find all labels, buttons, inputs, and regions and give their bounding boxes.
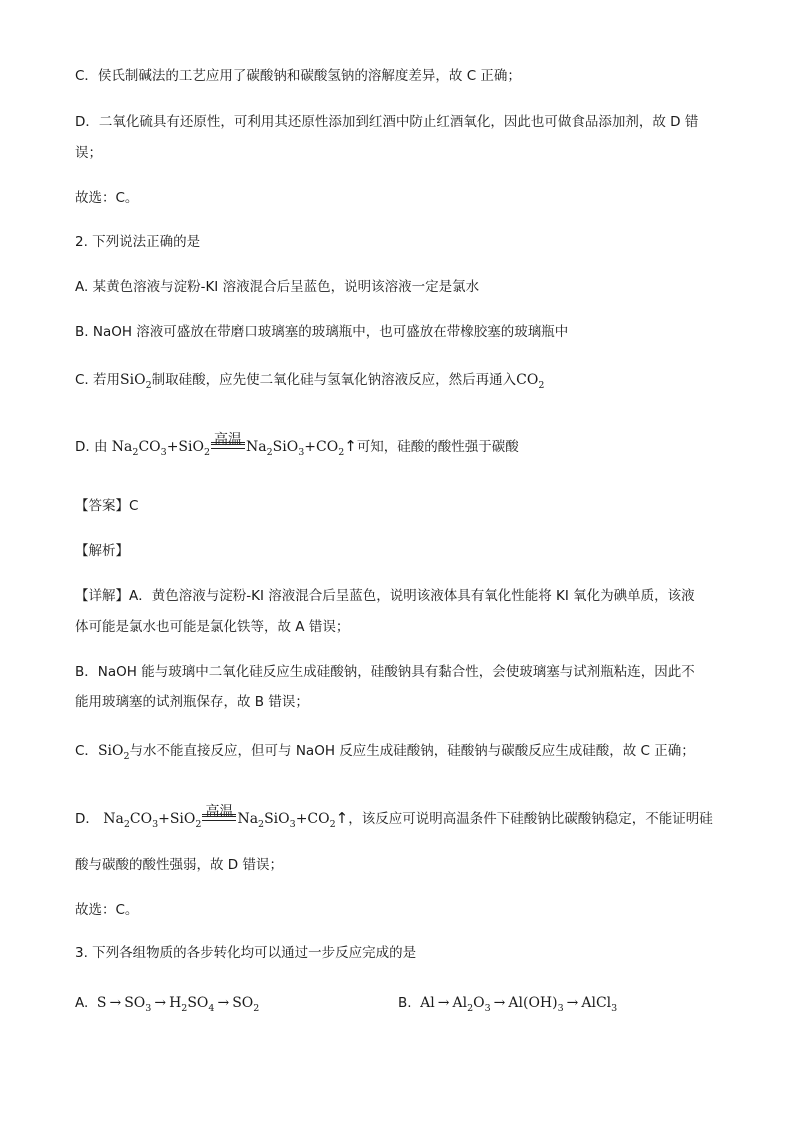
option-2a: A. 某黄色溶液与淀粉-KI 溶液混合后呈蓝色，说明该溶液一定是氯水 [75, 279, 480, 295]
detail-line: C．SiO$_2$与水不能直接反应，但可与 NaOH 反应生成硅酸钠，硅酸钠与碳酸反应生成硅酸，故 C 正确； [75, 743, 695, 762]
option-2c: C. 若用SiO$_2$制取硅酸，应先使二氧化硅与氢氧化钠溶液反应，然后再通入$CO_2$ [75, 372, 545, 391]
gas-up-arrow: ↑ [335, 809, 349, 827]
text-line: 误； [75, 145, 102, 161]
condition-equal-sign: 高温 [202, 811, 236, 831]
option-2b: B. NaOH 溶液可盛放在带磨口玻璃塞的玻璃瓶中，也可盛放在带橡胶塞的玻璃瓶中 [75, 324, 569, 340]
detail-line: 故选：C。 [75, 902, 139, 918]
question-2: 2. 下列说法正确的是 [75, 234, 201, 250]
option-3b: B. $Al \to Al_2O_3 \to Al(OH)_3$ → AlCl$_3$ [398, 995, 618, 1014]
condition-equal-sign: 高温 [211, 439, 245, 459]
detail-line: 能用玻璃塞的试剂瓶保存，故 B 错误； [75, 694, 309, 710]
detail-line: D． $Na_2CO_3+SiO_2$ 高温 $Na_2SiO_3+CO_2↑$，该反应可说明高温条件下硅酸钠比碳酸钠稳定，不能证明硅 [75, 804, 713, 830]
gas-up-arrow: ↑ [344, 437, 357, 455]
analysis-heading: 【解析】 [75, 543, 129, 559]
option-3a: A. $S \to SO_3 \to H_2SO_4 \to SO_2$ [75, 995, 260, 1014]
text-line: D．二氧化硫具有还原性，可利用其还原性添加到红酒中防止红酒氧化，因此也可做食品添加剂，故 D 错 [75, 114, 699, 130]
detail-line: 酸与碳酸的酸性强弱，故 D 错误； [75, 857, 283, 873]
answer: 【答案】C [75, 498, 139, 514]
detail-line: 【详解】A．黄色溶液与淀粉-KI 溶液混合后呈蓝色，说明该液体具有氧化性能将 KI 氧化为碘单质，该液 [75, 588, 695, 604]
option-2d: D. 由 $Na_2CO_3+SiO_2$ 高温 $Na_2SiO_3+CO_2↑$可知，硅酸的酸性强于碳酸 [75, 432, 519, 458]
detail-line: 体可能是氯水也可能是氯化铁等，故 A 错误； [75, 619, 350, 635]
question-3: 3. 下列各组物质的各步转化均可以通过一步反应完成的是 [75, 945, 417, 961]
text-line: 故选：C。 [75, 190, 139, 206]
text-line: C．侯氏制碱法的工艺应用了碳酸钠和碳酸氢钠的溶解度差异，故 C 正确； [75, 68, 521, 84]
detail-line: B．NaOH 能与玻璃中二氧化硅反应生成硅酸钠，硅酸钠具有黏合性，会使玻璃塞与试剂瓶粘连，因此不 [75, 664, 695, 680]
